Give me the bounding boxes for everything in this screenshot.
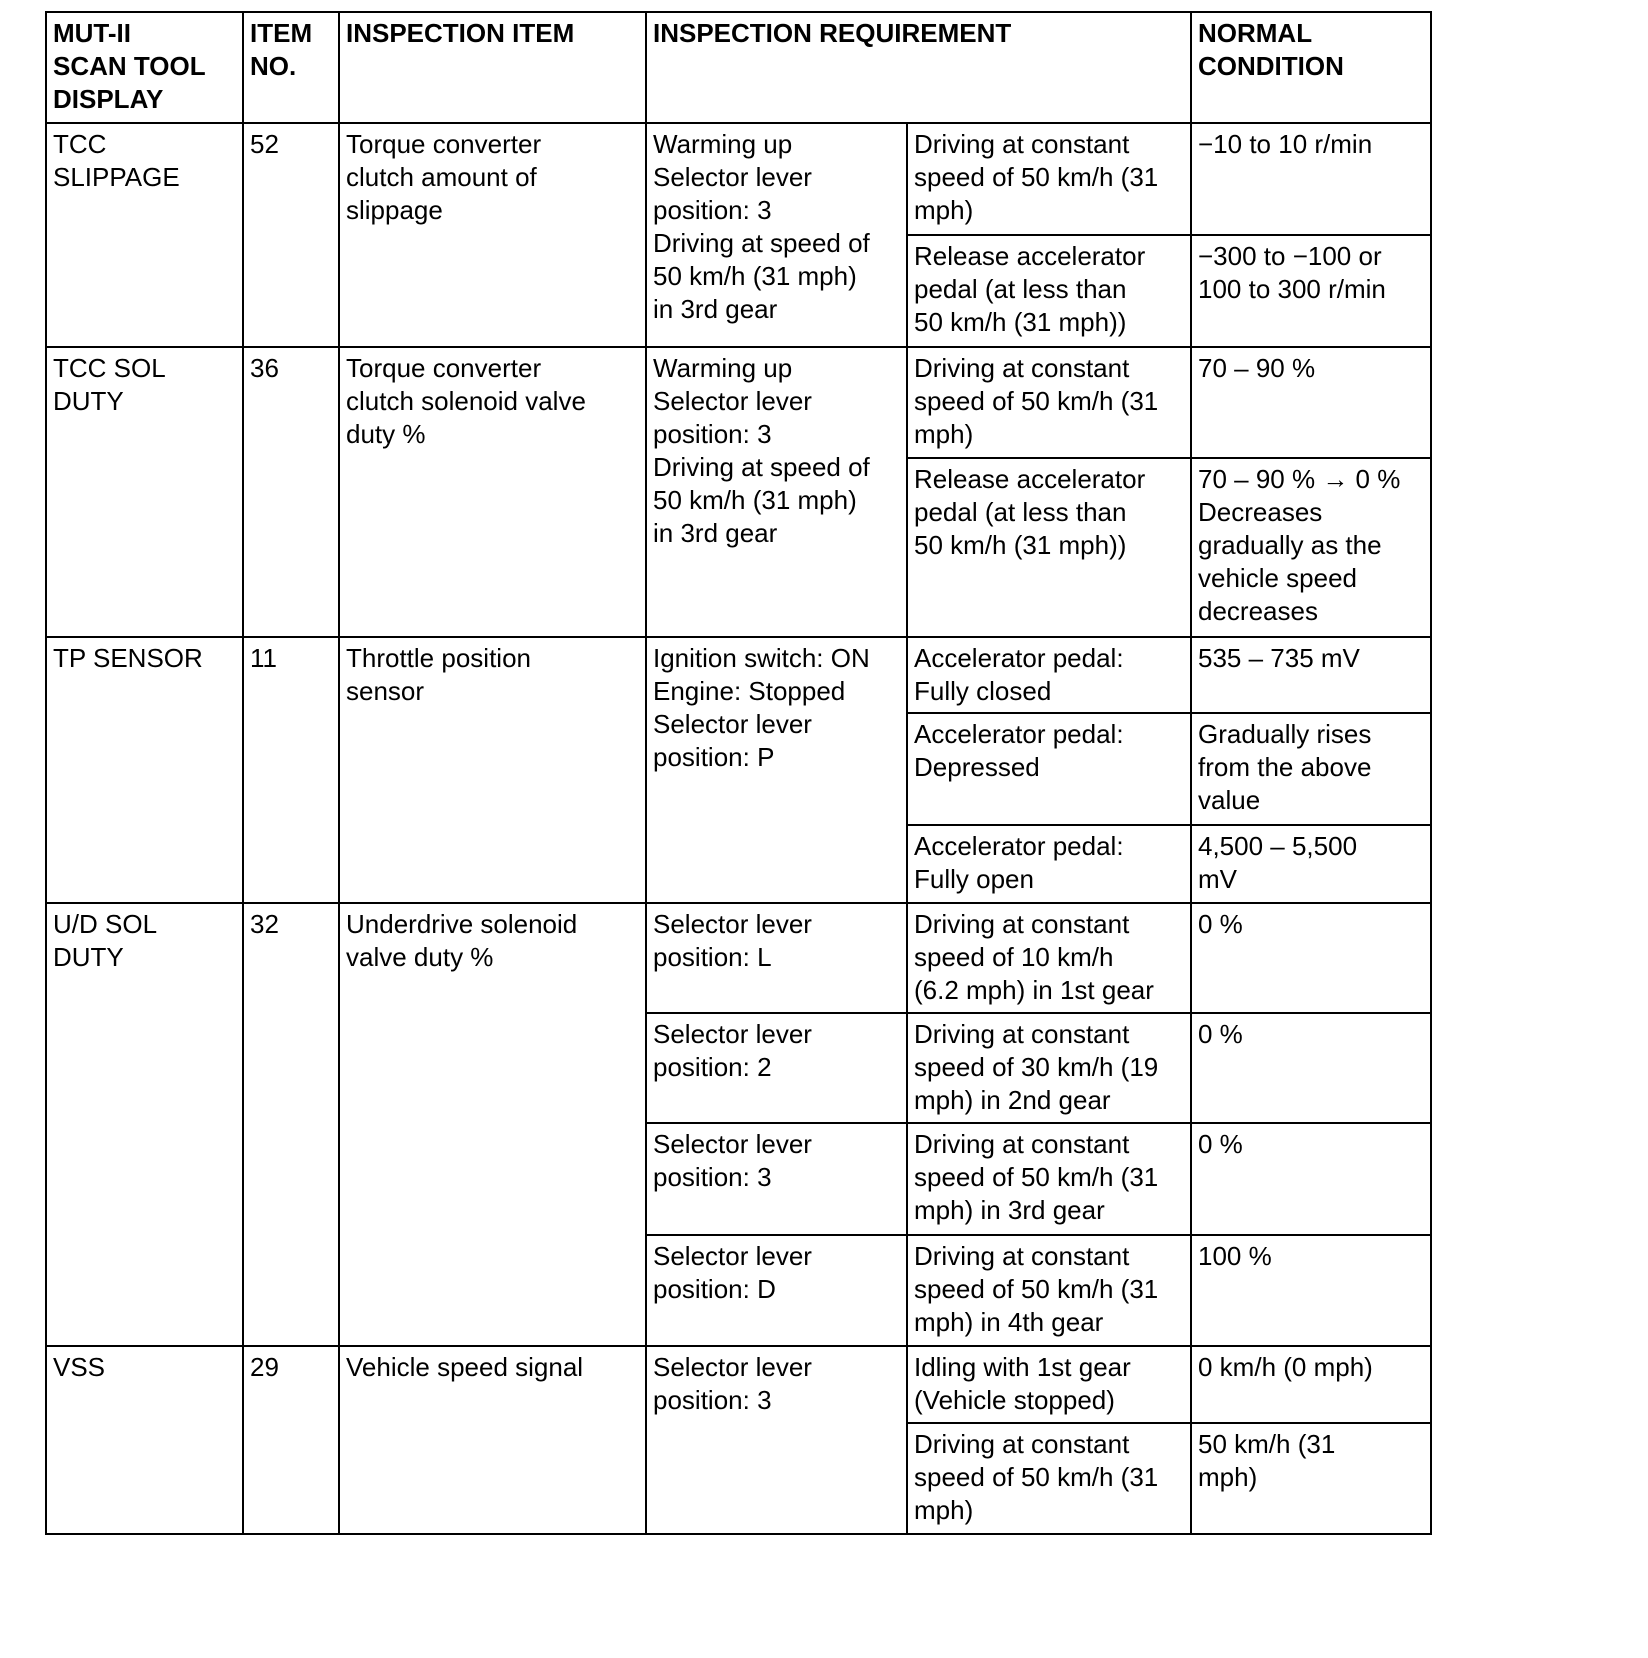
normal-cell: 0 %	[1191, 903, 1431, 1013]
display-cell: VSS	[46, 1346, 243, 1534]
header-requirement: INSPECTION REQUIREMENT	[646, 12, 1191, 123]
condition-cell: Driving at constant speed of 50 km/h (31 mph)	[907, 123, 1191, 235]
condition-cell: Accelerator pedal: Depressed	[907, 713, 1191, 825]
condition-cell: Driving at constant speed of 10 km/h (6.2 mph) in 1st gear	[907, 903, 1191, 1013]
condition-cell: Driving at constant speed of 30 km/h (19 mph) in 2nd gear	[907, 1013, 1191, 1123]
normal-cell: 100 %	[1191, 1235, 1431, 1346]
item-no-cell: 32	[243, 903, 339, 1346]
table-row	[46, 123, 1431, 235]
requirement-cell: Warming up Selector lever position: 3 Driving at speed of 50 km/h (31 mph) in 3rd gear	[646, 347, 907, 637]
item-cell: Torque converter clutch solenoid valve duty %	[339, 347, 646, 637]
header-normal: NORMAL CONDITION	[1191, 12, 1431, 123]
header-row	[46, 12, 1431, 123]
requirement-cell: Selector lever position: D	[646, 1235, 907, 1346]
header-item-no: ITEM NO.	[243, 12, 339, 123]
table-row	[46, 903, 1431, 1013]
requirement-cell: Selector lever position: 3	[646, 1346, 907, 1534]
header-display: MUT-II SCAN TOOL DISPLAY	[46, 12, 243, 123]
condition-cell: Driving at constant speed of 50 km/h (31 mph)	[907, 1423, 1191, 1534]
normal-cell: −10 to 10 r/min	[1191, 123, 1431, 235]
display-cell: TCC SOL DUTY	[46, 347, 243, 637]
requirement-cell: Selector lever position: 2	[646, 1013, 907, 1123]
table-row	[46, 1346, 1431, 1423]
table-row	[46, 347, 1431, 458]
item-no-cell: 52	[243, 123, 339, 347]
normal-cell: 535 – 735 mV	[1191, 637, 1431, 713]
item-no-cell: 36	[243, 347, 339, 637]
requirement-cell: Selector lever position: 3	[646, 1123, 907, 1235]
condition-cell: Accelerator pedal: Fully closed	[907, 637, 1191, 713]
item-no-cell: 29	[243, 1346, 339, 1534]
condition-cell: Driving at constant speed of 50 km/h (31 mph) in 3rd gear	[907, 1123, 1191, 1235]
normal-cell: 70 – 90 % → 0 % Decreases gradually as the vehicle speed decreases	[1191, 458, 1431, 637]
display-cell: TP SENSOR	[46, 637, 243, 903]
condition-cell: Release accelerator pedal (at less than 50 km/h (31 mph))	[907, 235, 1191, 347]
condition-cell: Driving at constant speed of 50 km/h (31 mph)	[907, 347, 1191, 458]
condition-cell: Release accelerator pedal (at less than 50 km/h (31 mph))	[907, 458, 1191, 637]
requirement-cell: Selector lever position: L	[646, 903, 907, 1013]
item-cell: Vehicle speed signal	[339, 1346, 646, 1534]
requirement-cell: Ignition switch: ON Engine: Stopped Selector lever position: P	[646, 637, 907, 903]
normal-cell: 50 km/h (31 mph)	[1191, 1423, 1431, 1534]
normal-cell: −300 to −100 or 100 to 300 r/min	[1191, 235, 1431, 347]
item-cell: Throttle position sensor	[339, 637, 646, 903]
condition-cell: Accelerator pedal: Fully open	[907, 825, 1191, 903]
item-cell: Torque converter clutch amount of slippage	[339, 123, 646, 347]
normal-cell: 0 %	[1191, 1013, 1431, 1123]
normal-cell: 0 %	[1191, 1123, 1431, 1235]
normal-cell: 70 – 90 %	[1191, 347, 1431, 458]
inspection-table	[45, 11, 1432, 1535]
requirement-cell: Warming up Selector lever position: 3 Driving at speed of 50 km/h (31 mph) in 3rd gear	[646, 123, 907, 347]
condition-cell: Driving at constant speed of 50 km/h (31 mph) in 4th gear	[907, 1235, 1191, 1346]
normal-cell: 4,500 – 5,500 mV	[1191, 825, 1431, 903]
normal-cell: Gradually rises from the above value	[1191, 713, 1431, 825]
table-row	[46, 637, 1431, 713]
normal-cell: 0 km/h (0 mph)	[1191, 1346, 1431, 1423]
header-inspection-item: INSPECTION ITEM	[339, 12, 646, 123]
display-cell: TCC SLIPPAGE	[46, 123, 243, 347]
display-cell: U/D SOL DUTY	[46, 903, 243, 1346]
condition-cell: Idling with 1st gear (Vehicle stopped)	[907, 1346, 1191, 1423]
item-no-cell: 11	[243, 637, 339, 903]
item-cell: Underdrive solenoid valve duty %	[339, 903, 646, 1346]
